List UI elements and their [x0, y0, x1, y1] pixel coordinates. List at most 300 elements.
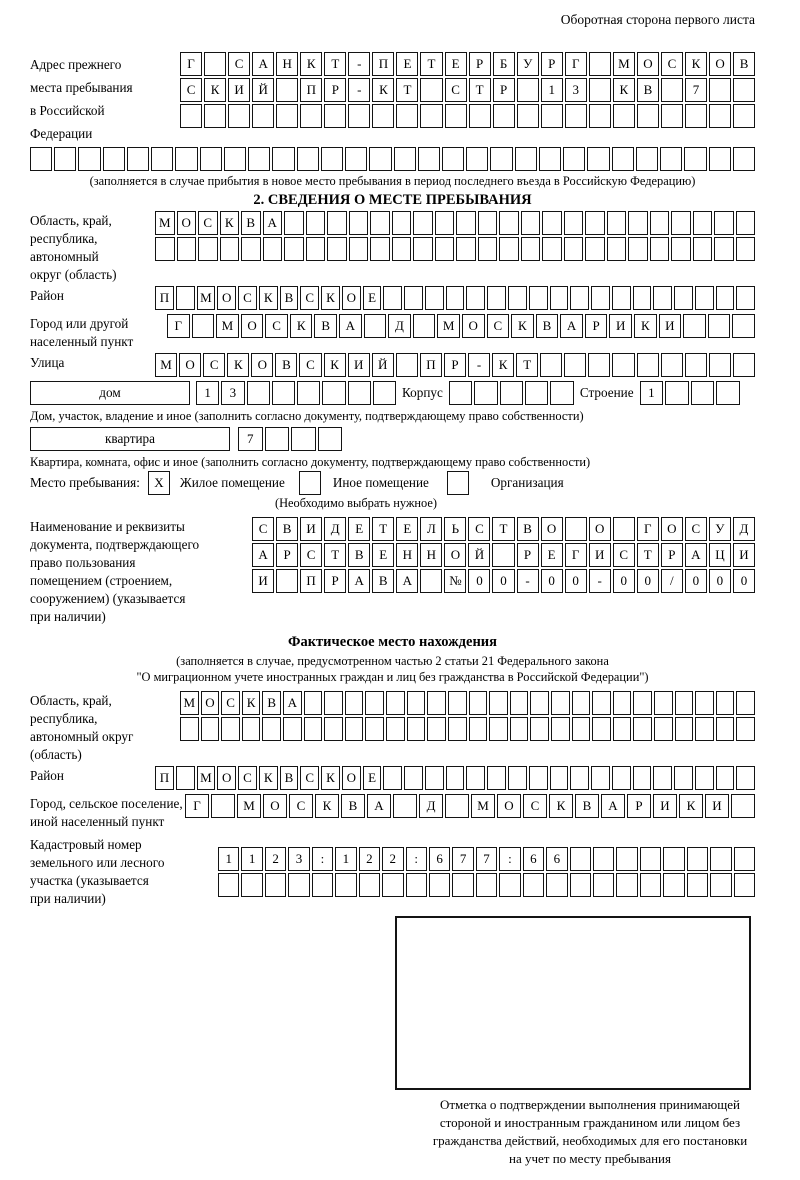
char-cell[interactable] — [570, 873, 591, 897]
char-cell[interactable] — [709, 353, 731, 377]
char-cell[interactable] — [427, 717, 446, 741]
char-cell[interactable] — [304, 717, 323, 741]
char-cell[interactable]: 0 — [468, 569, 490, 593]
char-cell[interactable]: О — [179, 353, 201, 377]
char-cell[interactable]: Т — [324, 52, 346, 76]
char-cell[interactable]: Е — [348, 517, 370, 541]
char-cell[interactable] — [612, 766, 631, 790]
char-cell[interactable]: У — [709, 517, 731, 541]
char-cell[interactable] — [671, 211, 691, 235]
char-cell[interactable]: 2 — [265, 847, 286, 871]
char-cell[interactable]: Ь — [444, 517, 466, 541]
char-cell[interactable] — [687, 873, 708, 897]
char-cell[interactable] — [733, 147, 755, 171]
char-cell[interactable] — [633, 286, 652, 310]
char-cell[interactable] — [716, 766, 735, 790]
char-cell[interactable]: В — [733, 52, 755, 76]
char-cell[interactable] — [327, 237, 347, 261]
char-cell[interactable] — [359, 873, 380, 897]
char-cell[interactable] — [551, 717, 570, 741]
char-cell[interactable]: Ц — [709, 543, 731, 567]
char-cell[interactable] — [78, 147, 100, 171]
char-cell[interactable]: - — [589, 569, 611, 593]
char-cell[interactable] — [695, 691, 714, 715]
char-cell[interactable]: М — [180, 691, 199, 715]
char-cell[interactable] — [452, 873, 473, 897]
char-cell[interactable]: И — [733, 543, 755, 567]
char-cell[interactable] — [407, 691, 426, 715]
char-cell[interactable]: В — [372, 569, 394, 593]
char-cell[interactable] — [710, 873, 731, 897]
char-cell[interactable] — [521, 211, 541, 235]
char-cell[interactable] — [593, 847, 614, 871]
char-cell[interactable] — [716, 717, 735, 741]
char-cell[interactable] — [529, 286, 548, 310]
char-cell[interactable] — [291, 427, 316, 451]
char-cell[interactable]: И — [252, 569, 274, 593]
char-cell[interactable]: М — [237, 794, 261, 818]
char-cell[interactable] — [616, 847, 637, 871]
char-cell[interactable] — [224, 147, 246, 171]
char-cell[interactable] — [734, 847, 755, 871]
char-cell[interactable] — [585, 237, 605, 261]
char-cell[interactable] — [373, 381, 396, 405]
char-cell[interactable] — [456, 211, 476, 235]
char-cell[interactable] — [733, 353, 755, 377]
char-cell[interactable]: Р — [661, 543, 683, 567]
char-cell[interactable] — [663, 873, 684, 897]
char-cell[interactable] — [476, 873, 497, 897]
char-cell[interactable]: О — [241, 314, 264, 338]
char-cell[interactable]: Р — [517, 543, 539, 567]
char-cell[interactable] — [612, 286, 631, 310]
char-cell[interactable]: Р — [541, 52, 563, 76]
char-cell[interactable] — [695, 717, 714, 741]
char-cell[interactable]: О — [342, 286, 361, 310]
char-cell[interactable]: М — [197, 286, 216, 310]
char-cell[interactable] — [525, 381, 548, 405]
char-cell[interactable] — [200, 147, 222, 171]
char-cell[interactable]: Р — [493, 78, 515, 102]
char-cell[interactable]: О — [497, 794, 521, 818]
char-cell[interactable] — [276, 104, 298, 128]
char-cell[interactable] — [592, 717, 611, 741]
char-cell[interactable] — [406, 873, 427, 897]
char-cell[interactable] — [349, 237, 369, 261]
char-cell[interactable]: О — [217, 766, 236, 790]
char-cell[interactable] — [127, 147, 149, 171]
char-cell[interactable] — [445, 794, 469, 818]
char-cell[interactable] — [349, 211, 369, 235]
char-cell[interactable] — [30, 147, 52, 171]
char-cell[interactable]: С — [289, 794, 313, 818]
char-cell[interactable]: К — [372, 78, 394, 102]
char-cell[interactable]: И — [653, 794, 677, 818]
char-cell[interactable]: Т — [396, 78, 418, 102]
char-cell[interactable] — [637, 353, 659, 377]
char-cell[interactable] — [589, 52, 611, 76]
char-cell[interactable]: 0 — [637, 569, 659, 593]
other-premises-checkbox[interactable] — [299, 471, 321, 495]
char-cell[interactable] — [420, 104, 442, 128]
char-cell[interactable]: Т — [469, 78, 491, 102]
char-cell[interactable] — [404, 286, 423, 310]
char-cell[interactable] — [736, 766, 755, 790]
char-cell[interactable] — [252, 104, 274, 128]
char-cell[interactable] — [675, 717, 694, 741]
char-cell[interactable] — [425, 286, 444, 310]
char-cell[interactable]: В — [637, 78, 659, 102]
char-cell[interactable] — [466, 147, 488, 171]
char-cell[interactable]: К — [511, 314, 534, 338]
char-cell[interactable] — [348, 381, 371, 405]
char-cell[interactable]: 6 — [546, 847, 567, 871]
char-cell[interactable]: С — [300, 286, 319, 310]
char-cell[interactable]: И — [705, 794, 729, 818]
char-cell[interactable]: А — [252, 543, 274, 567]
char-cell[interactable]: Н — [420, 543, 442, 567]
char-cell[interactable] — [539, 147, 561, 171]
char-cell[interactable]: К — [321, 766, 340, 790]
char-cell[interactable] — [691, 381, 715, 405]
char-cell[interactable] — [661, 104, 683, 128]
char-cell[interactable] — [613, 517, 635, 541]
char-cell[interactable] — [396, 104, 418, 128]
char-cell[interactable] — [321, 147, 343, 171]
char-cell[interactable] — [570, 766, 589, 790]
char-cell[interactable] — [716, 381, 740, 405]
char-cell[interactable] — [687, 847, 708, 871]
char-cell[interactable] — [364, 314, 387, 338]
char-cell[interactable] — [565, 104, 587, 128]
char-cell[interactable] — [523, 873, 544, 897]
char-cell[interactable] — [322, 381, 345, 405]
char-cell[interactable]: О — [661, 517, 683, 541]
char-cell[interactable] — [265, 873, 286, 897]
char-cell[interactable] — [218, 873, 239, 897]
char-cell[interactable]: Р — [585, 314, 608, 338]
char-cell[interactable] — [710, 847, 731, 871]
char-cell[interactable] — [407, 717, 426, 741]
char-cell[interactable] — [155, 237, 175, 261]
char-cell[interactable] — [345, 717, 364, 741]
char-cell[interactable] — [276, 78, 298, 102]
char-cell[interactable] — [272, 381, 295, 405]
char-cell[interactable] — [517, 78, 539, 102]
char-cell[interactable] — [427, 691, 446, 715]
char-cell[interactable]: Д — [388, 314, 411, 338]
char-cell[interactable] — [654, 691, 673, 715]
char-cell[interactable]: Н — [396, 543, 418, 567]
char-cell[interactable] — [515, 147, 537, 171]
char-cell[interactable] — [175, 147, 197, 171]
char-cell[interactable]: В — [280, 766, 299, 790]
char-cell[interactable] — [530, 691, 549, 715]
char-cell[interactable]: № — [444, 569, 466, 593]
char-cell[interactable]: А — [685, 543, 707, 567]
char-cell[interactable]: 1 — [218, 847, 239, 871]
char-cell[interactable]: Р — [324, 569, 346, 593]
char-cell[interactable]: В — [536, 314, 559, 338]
char-cell[interactable] — [262, 717, 281, 741]
char-cell[interactable] — [151, 147, 173, 171]
char-cell[interactable] — [297, 147, 319, 171]
char-cell[interactable] — [709, 104, 731, 128]
char-cell[interactable]: Т — [372, 517, 394, 541]
char-cell[interactable]: О — [589, 517, 611, 541]
char-cell[interactable] — [674, 286, 693, 310]
char-cell[interactable] — [550, 766, 569, 790]
char-cell[interactable] — [345, 147, 367, 171]
char-cell[interactable] — [508, 766, 527, 790]
char-cell[interactable]: С — [613, 543, 635, 567]
char-cell[interactable]: А — [263, 211, 283, 235]
char-cell[interactable] — [272, 147, 294, 171]
char-cell[interactable]: 7 — [452, 847, 473, 871]
char-cell[interactable] — [613, 691, 632, 715]
char-cell[interactable] — [306, 211, 326, 235]
char-cell[interactable]: : — [406, 847, 427, 871]
char-cell[interactable]: А — [396, 569, 418, 593]
char-cell[interactable]: Й — [252, 78, 274, 102]
char-cell[interactable]: М — [197, 766, 216, 790]
char-cell[interactable] — [674, 766, 693, 790]
char-cell[interactable] — [420, 78, 442, 102]
char-cell[interactable] — [591, 766, 610, 790]
char-cell[interactable]: К — [259, 766, 278, 790]
char-cell[interactable] — [585, 211, 605, 235]
char-cell[interactable]: Б — [493, 52, 515, 76]
char-cell[interactable] — [660, 147, 682, 171]
char-cell[interactable]: Т — [492, 517, 514, 541]
char-cell[interactable] — [306, 237, 326, 261]
char-cell[interactable] — [612, 147, 634, 171]
char-cell[interactable]: 7 — [685, 78, 707, 102]
char-cell[interactable] — [650, 237, 670, 261]
char-cell[interactable]: - — [348, 78, 370, 102]
char-cell[interactable]: В — [517, 517, 539, 541]
char-cell[interactable] — [714, 211, 734, 235]
char-cell[interactable] — [327, 211, 347, 235]
char-cell[interactable] — [204, 104, 226, 128]
char-cell[interactable]: Г — [185, 794, 209, 818]
char-cell[interactable]: М — [437, 314, 460, 338]
char-cell[interactable]: О — [342, 766, 361, 790]
char-cell[interactable] — [588, 353, 610, 377]
char-cell[interactable] — [312, 873, 333, 897]
char-cell[interactable] — [508, 286, 527, 310]
char-cell[interactable]: К — [634, 314, 657, 338]
char-cell[interactable] — [241, 237, 261, 261]
organization-checkbox[interactable] — [447, 471, 469, 495]
char-cell[interactable] — [517, 104, 539, 128]
char-cell[interactable] — [589, 78, 611, 102]
char-cell[interactable]: А — [560, 314, 583, 338]
char-cell[interactable]: - — [468, 353, 490, 377]
char-cell[interactable] — [478, 237, 498, 261]
char-cell[interactable]: - — [348, 52, 370, 76]
char-cell[interactable] — [542, 211, 562, 235]
char-cell[interactable] — [228, 104, 250, 128]
char-cell[interactable]: К — [290, 314, 313, 338]
char-cell[interactable]: Т — [516, 353, 538, 377]
char-cell[interactable] — [180, 104, 202, 128]
char-cell[interactable] — [220, 237, 240, 261]
char-cell[interactable]: Л — [420, 517, 442, 541]
char-cell[interactable]: М — [155, 211, 175, 235]
char-cell[interactable] — [616, 873, 637, 897]
char-cell[interactable]: С — [468, 517, 490, 541]
char-cell[interactable] — [733, 104, 755, 128]
char-cell[interactable] — [418, 147, 440, 171]
char-cell[interactable] — [490, 147, 512, 171]
char-cell[interactable]: С — [523, 794, 547, 818]
char-cell[interactable] — [469, 717, 488, 741]
char-cell[interactable] — [612, 353, 634, 377]
char-cell[interactable]: Г — [637, 517, 659, 541]
char-cell[interactable]: Е — [445, 52, 467, 76]
char-cell[interactable] — [593, 873, 614, 897]
char-cell[interactable]: К — [242, 691, 261, 715]
char-cell[interactable]: У — [517, 52, 539, 76]
char-cell[interactable] — [628, 211, 648, 235]
char-cell[interactable] — [324, 717, 343, 741]
char-cell[interactable]: Й — [372, 353, 394, 377]
char-cell[interactable] — [489, 717, 508, 741]
char-cell[interactable] — [446, 766, 465, 790]
char-cell[interactable] — [732, 314, 755, 338]
char-cell[interactable] — [499, 211, 519, 235]
char-cell[interactable] — [180, 717, 199, 741]
char-cell[interactable] — [413, 314, 436, 338]
char-cell[interactable]: А — [367, 794, 391, 818]
char-cell[interactable] — [542, 237, 562, 261]
char-cell[interactable]: 1 — [241, 847, 262, 871]
char-cell[interactable] — [487, 766, 506, 790]
char-cell[interactable]: О — [462, 314, 485, 338]
char-cell[interactable]: Г — [180, 52, 202, 76]
char-cell[interactable] — [716, 691, 735, 715]
char-cell[interactable] — [570, 286, 589, 310]
char-cell[interactable] — [636, 147, 658, 171]
char-cell[interactable]: О — [263, 794, 287, 818]
char-cell[interactable] — [284, 237, 304, 261]
char-cell[interactable]: К — [315, 794, 339, 818]
char-cell[interactable] — [540, 353, 562, 377]
char-cell[interactable] — [176, 286, 195, 310]
char-cell[interactable]: Т — [637, 543, 659, 567]
char-cell[interactable] — [176, 766, 195, 790]
char-cell[interactable] — [736, 211, 756, 235]
char-cell[interactable]: Г — [167, 314, 190, 338]
char-cell[interactable] — [201, 717, 220, 741]
char-cell[interactable] — [633, 766, 652, 790]
char-cell[interactable]: 1 — [196, 381, 219, 405]
char-cell[interactable] — [478, 211, 498, 235]
char-cell[interactable] — [394, 147, 416, 171]
char-cell[interactable]: А — [601, 794, 625, 818]
char-cell[interactable] — [435, 237, 455, 261]
char-cell[interactable]: О — [637, 52, 659, 76]
char-cell[interactable] — [685, 104, 707, 128]
char-cell[interactable]: К — [492, 353, 514, 377]
char-cell[interactable] — [572, 691, 591, 715]
char-cell[interactable]: К — [613, 78, 635, 102]
char-cell[interactable] — [304, 691, 323, 715]
char-cell[interactable]: 3 — [288, 847, 309, 871]
char-cell[interactable]: К — [259, 286, 278, 310]
char-cell[interactable] — [297, 381, 320, 405]
char-cell[interactable] — [103, 147, 125, 171]
char-cell[interactable] — [736, 286, 755, 310]
char-cell[interactable]: Р — [444, 353, 466, 377]
char-cell[interactable]: Е — [363, 766, 382, 790]
char-cell[interactable] — [348, 104, 370, 128]
char-cell[interactable] — [734, 873, 755, 897]
char-cell[interactable] — [335, 873, 356, 897]
char-cell[interactable] — [198, 237, 218, 261]
char-cell[interactable] — [489, 691, 508, 715]
char-cell[interactable]: С — [661, 52, 683, 76]
char-cell[interactable] — [413, 211, 433, 235]
char-cell[interactable]: - — [517, 569, 539, 593]
char-cell[interactable]: С — [238, 766, 257, 790]
char-cell[interactable] — [708, 314, 731, 338]
char-cell[interactable] — [288, 873, 309, 897]
char-cell[interactable]: А — [339, 314, 362, 338]
char-cell[interactable]: С — [252, 517, 274, 541]
char-cell[interactable]: В — [275, 353, 297, 377]
char-cell[interactable] — [211, 794, 235, 818]
char-cell[interactable] — [283, 717, 302, 741]
char-cell[interactable] — [675, 691, 694, 715]
char-cell[interactable] — [640, 847, 661, 871]
char-cell[interactable]: Р — [324, 78, 346, 102]
char-cell[interactable] — [653, 286, 672, 310]
char-cell[interactable] — [693, 237, 713, 261]
char-cell[interactable] — [663, 847, 684, 871]
char-cell[interactable] — [565, 517, 587, 541]
char-cell[interactable] — [530, 717, 549, 741]
char-cell[interactable] — [499, 237, 519, 261]
char-cell[interactable]: 0 — [733, 569, 755, 593]
char-cell[interactable] — [370, 237, 390, 261]
char-cell[interactable] — [731, 794, 755, 818]
char-cell[interactable]: 0 — [709, 569, 731, 593]
char-cell[interactable]: П — [420, 353, 442, 377]
char-cell[interactable] — [709, 78, 731, 102]
char-cell[interactable]: 3 — [565, 78, 587, 102]
char-cell[interactable]: В — [348, 543, 370, 567]
char-cell[interactable]: А — [252, 52, 274, 76]
char-cell[interactable]: В — [341, 794, 365, 818]
char-cell[interactable]: 2 — [382, 847, 403, 871]
char-cell[interactable] — [487, 286, 506, 310]
char-cell[interactable] — [456, 237, 476, 261]
char-cell[interactable] — [345, 691, 364, 715]
char-cell[interactable] — [383, 766, 402, 790]
char-cell[interactable]: : — [312, 847, 333, 871]
char-cell[interactable] — [241, 873, 262, 897]
char-cell[interactable] — [177, 237, 197, 261]
char-cell[interactable] — [521, 237, 541, 261]
char-cell[interactable]: 2 — [359, 847, 380, 871]
char-cell[interactable]: И — [348, 353, 370, 377]
char-cell[interactable] — [572, 717, 591, 741]
char-cell[interactable]: Д — [419, 794, 443, 818]
char-cell[interactable] — [695, 286, 714, 310]
char-cell[interactable]: 0 — [685, 569, 707, 593]
